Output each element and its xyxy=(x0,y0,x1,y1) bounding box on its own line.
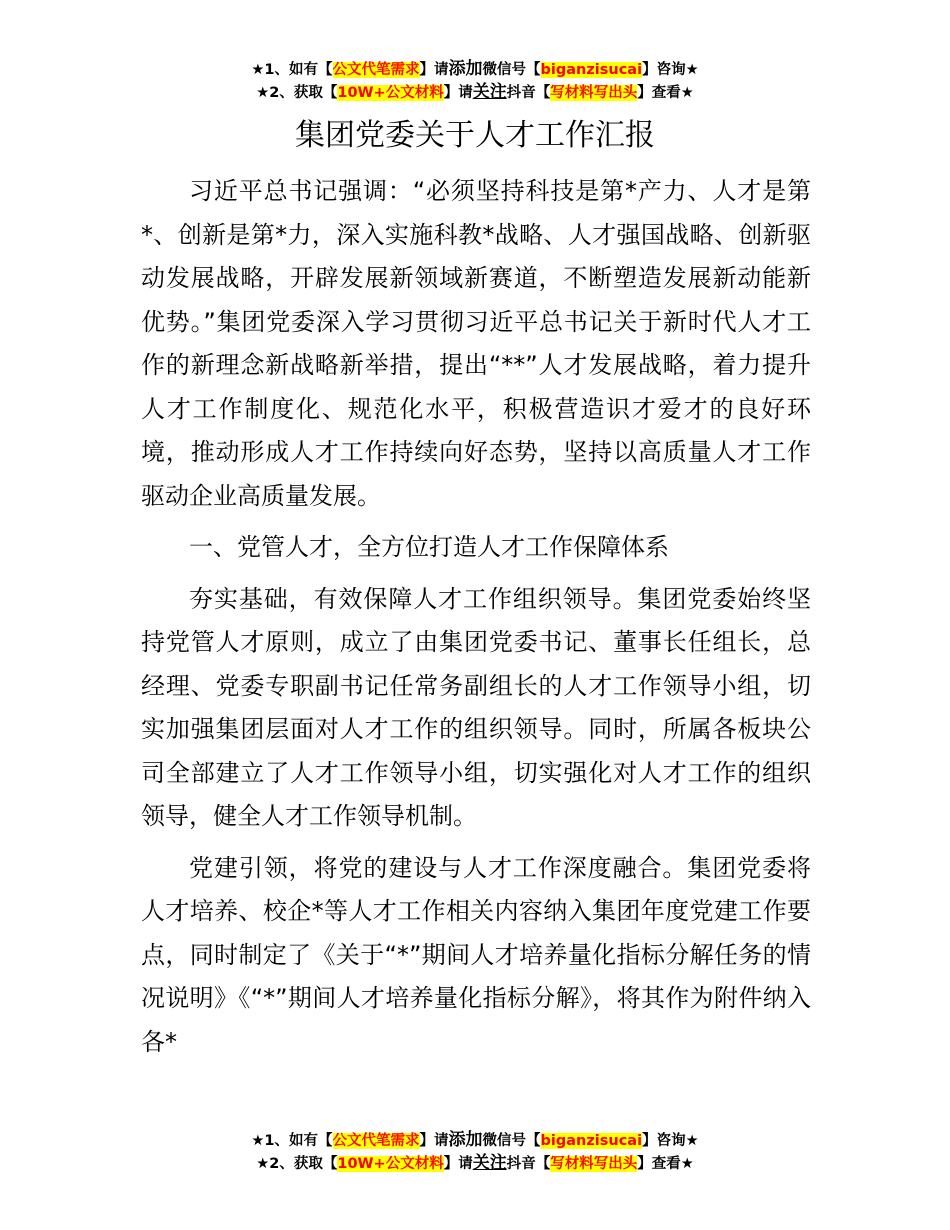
banner-line-1 xyxy=(0,1129,950,1152)
document-title: 集团党委关于人才工作汇报 xyxy=(295,118,655,153)
banner-highlight: biganzisucai xyxy=(540,1133,643,1149)
banner-emphasis: 添加 xyxy=(448,59,483,79)
banner-highlight: biganzisucai xyxy=(540,62,643,78)
banner-text: ★1、如有【 xyxy=(251,62,333,78)
banner-line-2 xyxy=(0,81,950,104)
banner-highlight: 10W+公文材料 xyxy=(337,85,444,101)
header-banner xyxy=(0,58,950,104)
banner-text: ★2、获取【 xyxy=(256,1156,338,1172)
banner-highlight: 10W+公文材料 xyxy=(337,1156,444,1172)
banner-text: 】咨询★ xyxy=(642,1133,699,1149)
banner-line-2 xyxy=(0,1152,950,1175)
paragraph-party-building: 党建引领，将党的建设与人才工作深度融合。集团党委将人才培养、校企*等人才工作相关内容纳入集团年度党建工作要点，同时制定了《关于“*”期间人才培养量化指标分解任务的情况说明》《“*”期间人才培养量化指标分解》，将其作为附件纳入各* xyxy=(141,853,811,1056)
banner-text: 】请 xyxy=(419,1133,449,1149)
banner-highlight: 公文代笔需求 xyxy=(332,1133,420,1149)
banner-text: ★1、如有【 xyxy=(251,1133,333,1149)
banner-text: 】请 xyxy=(443,1156,473,1172)
banner-text: 】请 xyxy=(419,62,449,78)
banner-text: 】请 xyxy=(443,85,473,101)
banner-text: 】查看★ xyxy=(637,1156,694,1172)
banner-emphasis: 添加 xyxy=(448,1130,483,1150)
banner-text: 抖音【 xyxy=(506,85,551,101)
banner-text: 微信号【 xyxy=(482,1133,541,1149)
banner-emphasis: 关注 xyxy=(472,82,507,102)
banner-text: 】咨询★ xyxy=(642,62,699,78)
banner-highlight: 写材料写出头 xyxy=(550,85,638,101)
section-heading: 一、党管人才，全方位打造人才工作保障体系 xyxy=(189,533,669,561)
paragraph-intro: 习近平总书记强调：“必须坚持科技是第*产力、人才是第*、创新是第*力，深入实施科教*战略、人才强国战略、创新驱动发展战略，开辟发展新领域新赛道，不断塑造发展新动能新优势。”集团党委深入学习贯彻习近平总书记关于新时代人才工作的新理念新战略新举措，提出“**”人才发展战略，着力提升人才工作制度化、规范化水平，积极营造识才爱才的良好环境，推动形成人才工作持续向好态势，坚持以高质量人才工作驱动企业高质量发展。 xyxy=(141,177,811,510)
banner-highlight: 写材料写出头 xyxy=(550,1156,638,1172)
banner-text: 抖音【 xyxy=(506,1156,551,1172)
banner-text: 】查看★ xyxy=(637,85,694,101)
banner-text: 微信号【 xyxy=(482,62,541,78)
banner-text: ★2、获取【 xyxy=(256,85,338,101)
document-body xyxy=(141,170,811,1064)
footer-banner xyxy=(0,1129,950,1175)
banner-line-1 xyxy=(0,58,950,81)
banner-emphasis: 关注 xyxy=(472,1153,507,1173)
paragraph-foundation: 夯实基础，有效保障人才工作组织领导。集团党委始终坚持党管人才原则，成立了由集团党委书记、董事长任组长，总经理、党委专职副书记任常务副组长的人才工作领导小组，切实加强集团层面对人才工作的组织领导。同时，所属各板块公司全部建立了人才工作领导小组，切实强化对人才工作的组织领导，健全人才工作领导机制。 xyxy=(141,584,811,830)
banner-highlight: 公文代笔需求 xyxy=(332,62,420,78)
